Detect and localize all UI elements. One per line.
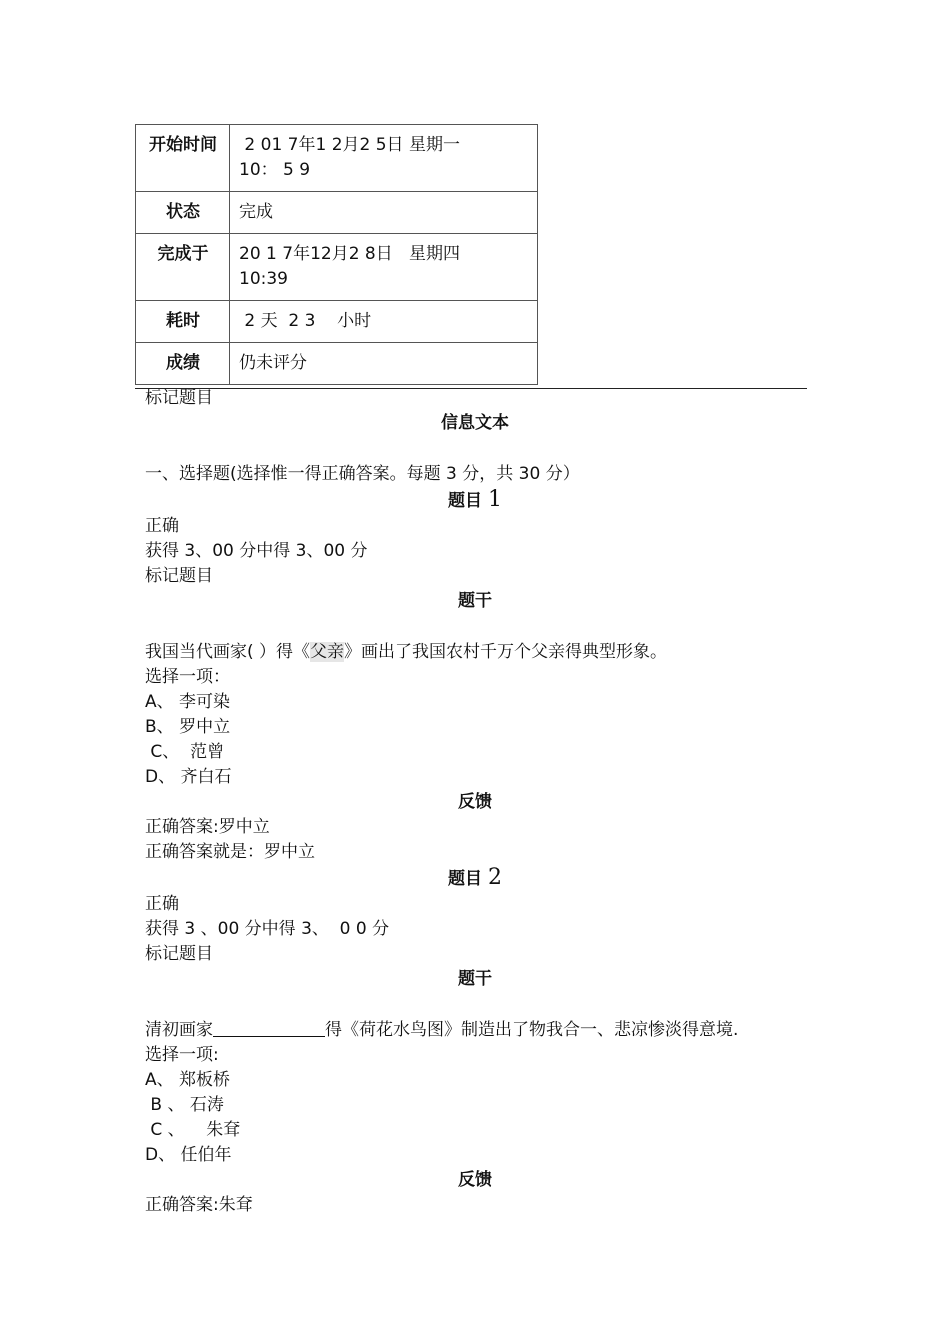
stem-heading: 题干 bbox=[458, 591, 492, 611]
stem-highlight: 父亲 bbox=[310, 642, 345, 662]
option-a[interactable]: A、 李可染 bbox=[145, 692, 231, 712]
summary-row-duration bbox=[136, 301, 538, 343]
flag-question-link[interactable]: 标记题目 bbox=[145, 944, 213, 964]
summary-value: 仍未评分 bbox=[230, 343, 538, 385]
stem-text: 》画出了我国农村千万个父亲得典型形象。 bbox=[344, 642, 668, 662]
question-title-prefix: 题目 bbox=[448, 491, 488, 511]
question-status: 正确 bbox=[145, 894, 179, 914]
option-d[interactable]: D、 任伯年 bbox=[145, 1145, 232, 1165]
attempt-summary-table bbox=[135, 124, 538, 385]
summary-label: 成绩 bbox=[136, 343, 230, 385]
stem-text: 我国当代画家( ）得《 bbox=[145, 642, 311, 662]
correct-answer: 正确答案:朱耷 bbox=[145, 1195, 253, 1215]
question-2 bbox=[145, 865, 825, 1218]
summary-label: 开始时间 bbox=[136, 125, 230, 192]
question-title bbox=[145, 865, 805, 892]
summary-value: 20 1 7年12月2 8日 星期四 10:39 bbox=[230, 234, 538, 301]
question-number: 1 bbox=[487, 487, 502, 512]
summary-row-grade bbox=[136, 343, 538, 385]
flag-question-link[interactable]: 标记题目 bbox=[145, 566, 213, 586]
correct-answer: 正确答案:罗中立 bbox=[145, 817, 270, 837]
option-a[interactable]: A、 郑板桥 bbox=[145, 1070, 231, 1090]
question-score: 获得 3、00 分中得 3、00 分 bbox=[145, 541, 368, 561]
choose-label: 选择一项: bbox=[145, 1045, 219, 1065]
summary-label: 耗时 bbox=[136, 301, 230, 343]
option-b[interactable]: B、 罗中立 bbox=[145, 717, 231, 737]
summary-label: 状态 bbox=[136, 192, 230, 234]
question-stem bbox=[145, 640, 825, 665]
question-1 bbox=[145, 487, 825, 865]
option-c[interactable]: C、 范曾 bbox=[145, 742, 225, 762]
summary-label: 完成于 bbox=[136, 234, 230, 301]
option-d[interactable]: D、 齐白石 bbox=[145, 767, 232, 787]
question-number: 2 bbox=[487, 865, 502, 890]
quiz-content bbox=[145, 386, 825, 1218]
summary-value: 完成 bbox=[230, 192, 538, 234]
section-intro: 一、选择题(选择惟一得正确答案。每题 3 分，共 30 分） bbox=[145, 464, 580, 484]
question-title bbox=[145, 487, 805, 514]
summary-row-status bbox=[136, 192, 538, 234]
summary-value: 2 01 7年1 2月2 5日 星期一 10： 5 9 bbox=[230, 125, 538, 192]
stem-text: 清初画家 bbox=[145, 1020, 213, 1040]
summary-row-completed-at bbox=[136, 234, 538, 301]
question-status: 正确 bbox=[145, 516, 179, 536]
question-title-prefix: 题目 bbox=[448, 869, 488, 889]
correct-answer-detail: 正确答案就是：罗中立 bbox=[145, 842, 315, 862]
question-score: 获得 3 、00 分中得 3、 0 0 分 bbox=[145, 919, 390, 939]
summary-row-start-time bbox=[136, 125, 538, 192]
choose-label: 选择一项： bbox=[145, 667, 230, 687]
answer-blank bbox=[213, 1020, 325, 1037]
stem-text: 得《荷花水鸟图》制造出了物我合一、悲凉惨淡得意境. bbox=[325, 1020, 739, 1040]
option-c[interactable]: C 、 朱耷 bbox=[145, 1120, 241, 1140]
info-heading: 信息文本 bbox=[441, 413, 509, 433]
feedback-heading: 反馈 bbox=[458, 1170, 492, 1190]
flag-question-link[interactable]: 标记题目 bbox=[145, 388, 213, 408]
option-b[interactable]: B 、 石涛 bbox=[145, 1095, 224, 1115]
summary-value: 2 天 2 3 小时 bbox=[230, 301, 538, 343]
stem-heading: 题干 bbox=[458, 969, 492, 989]
question-stem bbox=[145, 1018, 825, 1043]
feedback-heading: 反馈 bbox=[458, 792, 492, 812]
